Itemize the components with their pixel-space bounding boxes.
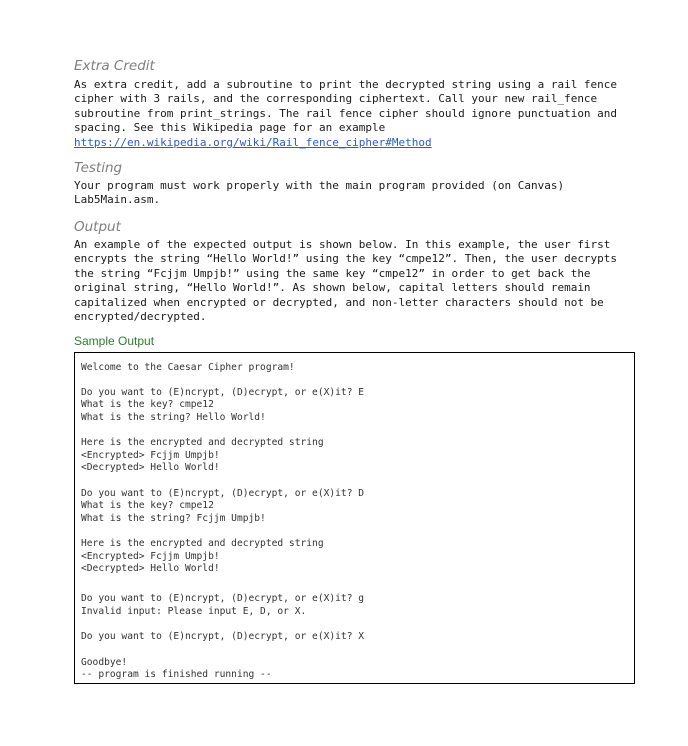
- output-line: encrypted/decrypted.: [74, 310, 207, 324]
- output-paragraph: [74, 238, 634, 324]
- extra-credit-heading: Extra Credit: [74, 58, 155, 74]
- output-line: original string, “Hello World!”. As shown below, capital letters should remain: [74, 281, 591, 295]
- console-line: <Decrypted> Hello World!: [81, 563, 220, 574]
- output-line: An example of the expected output is shown below. In this example, the user first: [74, 238, 611, 251]
- console-line: What is the key? cmpe12: [81, 500, 214, 511]
- console-line: Here is the encrypted and decrypted string: [81, 538, 324, 549]
- console-line: What is the key? cmpe12: [81, 399, 214, 410]
- extra-credit-line: subroutine from print_strings. The rail fence cipher should ignore punctuation and: [74, 106, 618, 120]
- sample-output-console: [74, 352, 635, 684]
- extra-credit-line: cipher with 3 rails, and the corresponding ciphertext. Call your new rail_fence: [74, 92, 598, 106]
- console-line: Do you want to (E)ncrypt, (D)ecrypt, or e(X)it? g: [81, 593, 365, 604]
- wikipedia-rail-fence-link[interactable]: https://en.wikipedia.org/wiki/Rail_fence_cipher#Method: [74, 135, 432, 149]
- sample-output-label: Sample Output: [74, 334, 155, 348]
- console-line: -- program is finished running --: [81, 669, 272, 680]
- output-line: the string “Fcjjm Umpjb!” using the same key “cmpe12” in order to get back the: [74, 266, 591, 280]
- console-line: <Decrypted> Hello World!: [81, 462, 220, 473]
- console-line: Invalid input: Please input E, D, or X.: [81, 606, 307, 617]
- testing-heading: Testing: [74, 160, 123, 176]
- output-line: capitalized when encrypted or decrypted, and non-letter characters should not be: [74, 295, 604, 309]
- console-line: <Encrypted> Fcjjm Umpjb!: [81, 450, 220, 461]
- console-line: What is the string? Hello World!: [81, 412, 266, 423]
- output-heading: Output: [74, 219, 121, 235]
- console-line: Welcome to the Caesar Cipher program!: [81, 362, 295, 373]
- console-line: Here is the encrypted and decrypted string: [81, 437, 324, 448]
- console-line: Do you want to (E)ncrypt, (D)ecrypt, or e(X)it? E: [81, 387, 365, 398]
- output-line: encrypts the string “Hello World!” using the key “cmpe12”. Then, the user decrypts: [74, 252, 618, 266]
- extra-credit-paragraph: [74, 78, 634, 150]
- extra-credit-line: spacing. See this Wikipedia page for an example: [74, 121, 386, 135]
- console-line: Do you want to (E)ncrypt, (D)ecrypt, or e(X)it? D: [81, 488, 365, 499]
- testing-paragraph: [74, 179, 634, 208]
- testing-line: Lab5Main.asm.: [74, 193, 161, 207]
- console-line: <Encrypted> Fcjjm Umpjb!: [81, 551, 220, 562]
- console-line: Goodbye!: [81, 657, 128, 668]
- console-line: What is the string? Fcjjm Umpjb!: [81, 513, 266, 524]
- console-line: Do you want to (E)ncrypt, (D)ecrypt, or e(X)it? X: [81, 631, 365, 642]
- extra-credit-line: As extra credit, add a subroutine to print the decrypted string using a rail fence: [74, 78, 618, 91]
- testing-line: Your program must work properly with the main program provided (on Canvas): [74, 179, 565, 192]
